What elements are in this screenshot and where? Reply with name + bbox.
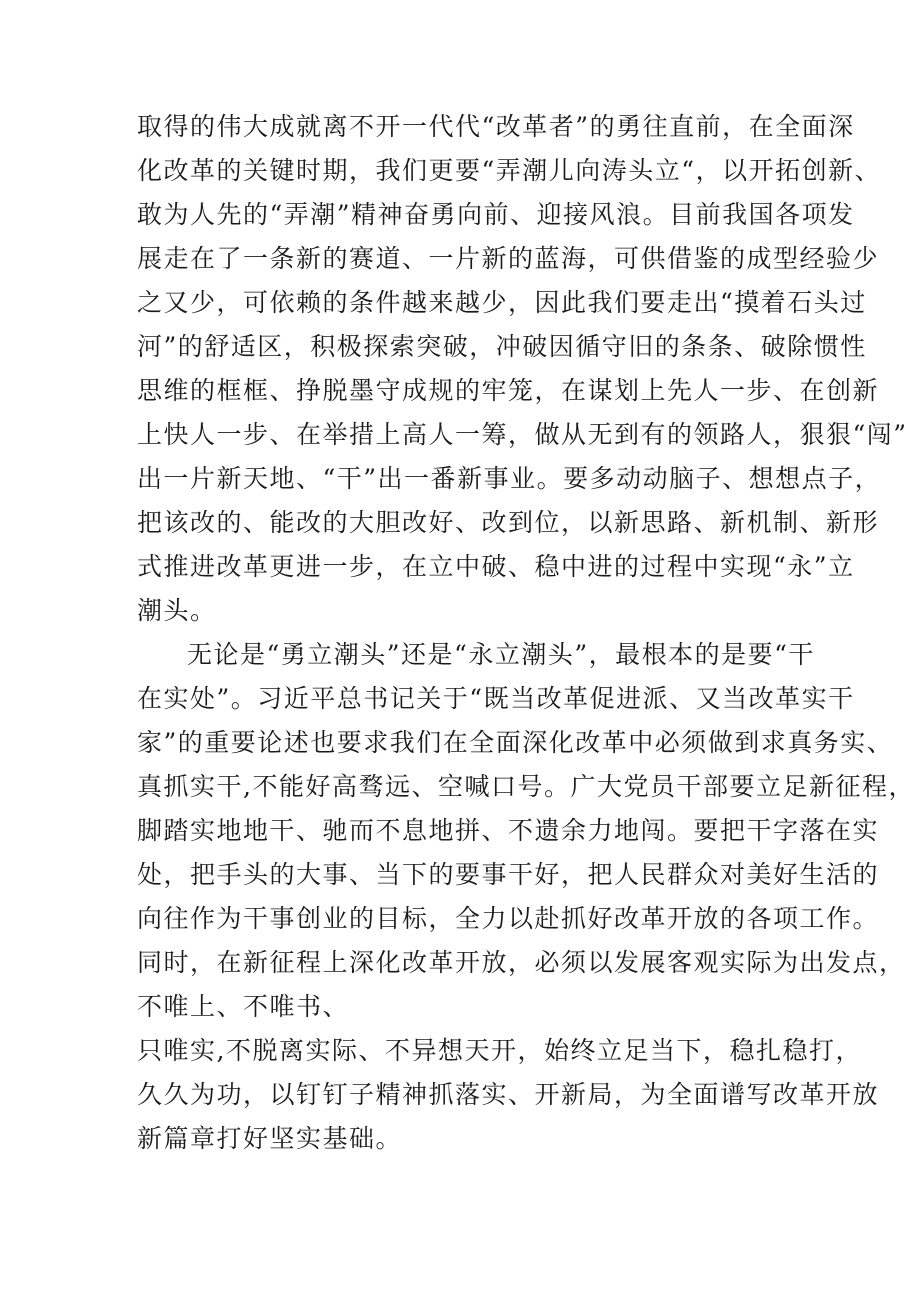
text-line: 只唯实,不脱离实际、不异想天开，始终立足当下，稳扎稳打， bbox=[137, 1036, 862, 1065]
text-line: 脚踏实地地干、驰而不息地拼、不遗余力地闯。要把干字落在实 bbox=[137, 816, 880, 845]
paragraph-first-line: 无论是“勇立潮头”还是“永立潮头”，最根本的是要“干 bbox=[187, 640, 815, 669]
text-line: 处，把手头的大事、当下的要事干好，把人民群众对美好生活的 bbox=[137, 860, 880, 889]
text-line: 之又少，可依赖的条件越来越少，因此我们要走出“摸着石头过 bbox=[137, 288, 867, 317]
text-line: 思维的框框、挣脱墨守成规的牢笼，在谋划上先人一步、在创新 bbox=[137, 376, 880, 405]
text-line: 河”的舒适区，积极探索突破，冲破因循守旧的条条、破除惯性 bbox=[137, 332, 867, 361]
text-line: 把该改的、能改的大胆改好、改到位，以新思路、新机制、新形 bbox=[137, 508, 880, 537]
text-line: 家”的重要论述也要求我们在全面深化改革中必须做到求真务实、 bbox=[137, 728, 894, 757]
text-line: 式推进改革更进一步，在立中破、稳中进的过程中实现“永”立 bbox=[137, 552, 855, 581]
text-line: 新篇章打好坚实基础。 bbox=[137, 1124, 403, 1153]
text-line: 向往作为干事创业的目标，全力以赴抓好改革开放的各项工作。 bbox=[137, 904, 880, 933]
text-line: 取得的伟大成就离不开一代代“改革者”的勇往直前，在全面深 bbox=[137, 112, 855, 141]
text-line: 化改革的关键时期，我们更要“弄潮儿向涛头立“，以开拓创新、 bbox=[137, 156, 882, 185]
text-line: 出一片新天地、“干”出一番新事业。要多动动脑子、想想点子， bbox=[137, 464, 882, 493]
text-line: 展走在了一条新的赛道、一片新的蓝海，可供借鉴的成型经验少 bbox=[137, 244, 880, 273]
text-line: 敢为人先的“弄潮”精神奋勇向前、迎接风浪。目前我国各项发 bbox=[137, 200, 855, 229]
text-line: 久久为功，以钉钉子精神抓落实、开新局，为全面谱写改革开放 bbox=[137, 1080, 880, 1109]
text-line: 真抓实干,不能好高骛远、空喊口号。广大党员干部要立足新征程， bbox=[137, 772, 915, 801]
text-line: 潮头。 bbox=[137, 596, 217, 625]
text-line: 上快人一步、在举措上高人一筹，做从无到有的领路人，狠狠“闯” bbox=[137, 420, 908, 449]
text-line: 在实处”。习近平总书记关于“既当改革促进派、又当改革实干 bbox=[137, 684, 855, 713]
text-line: 同时，在新征程上深化改革开放，必须以发展客观实际为出发点， bbox=[137, 948, 906, 977]
text-line: 不唯上、不唯书、 bbox=[137, 992, 350, 1021]
